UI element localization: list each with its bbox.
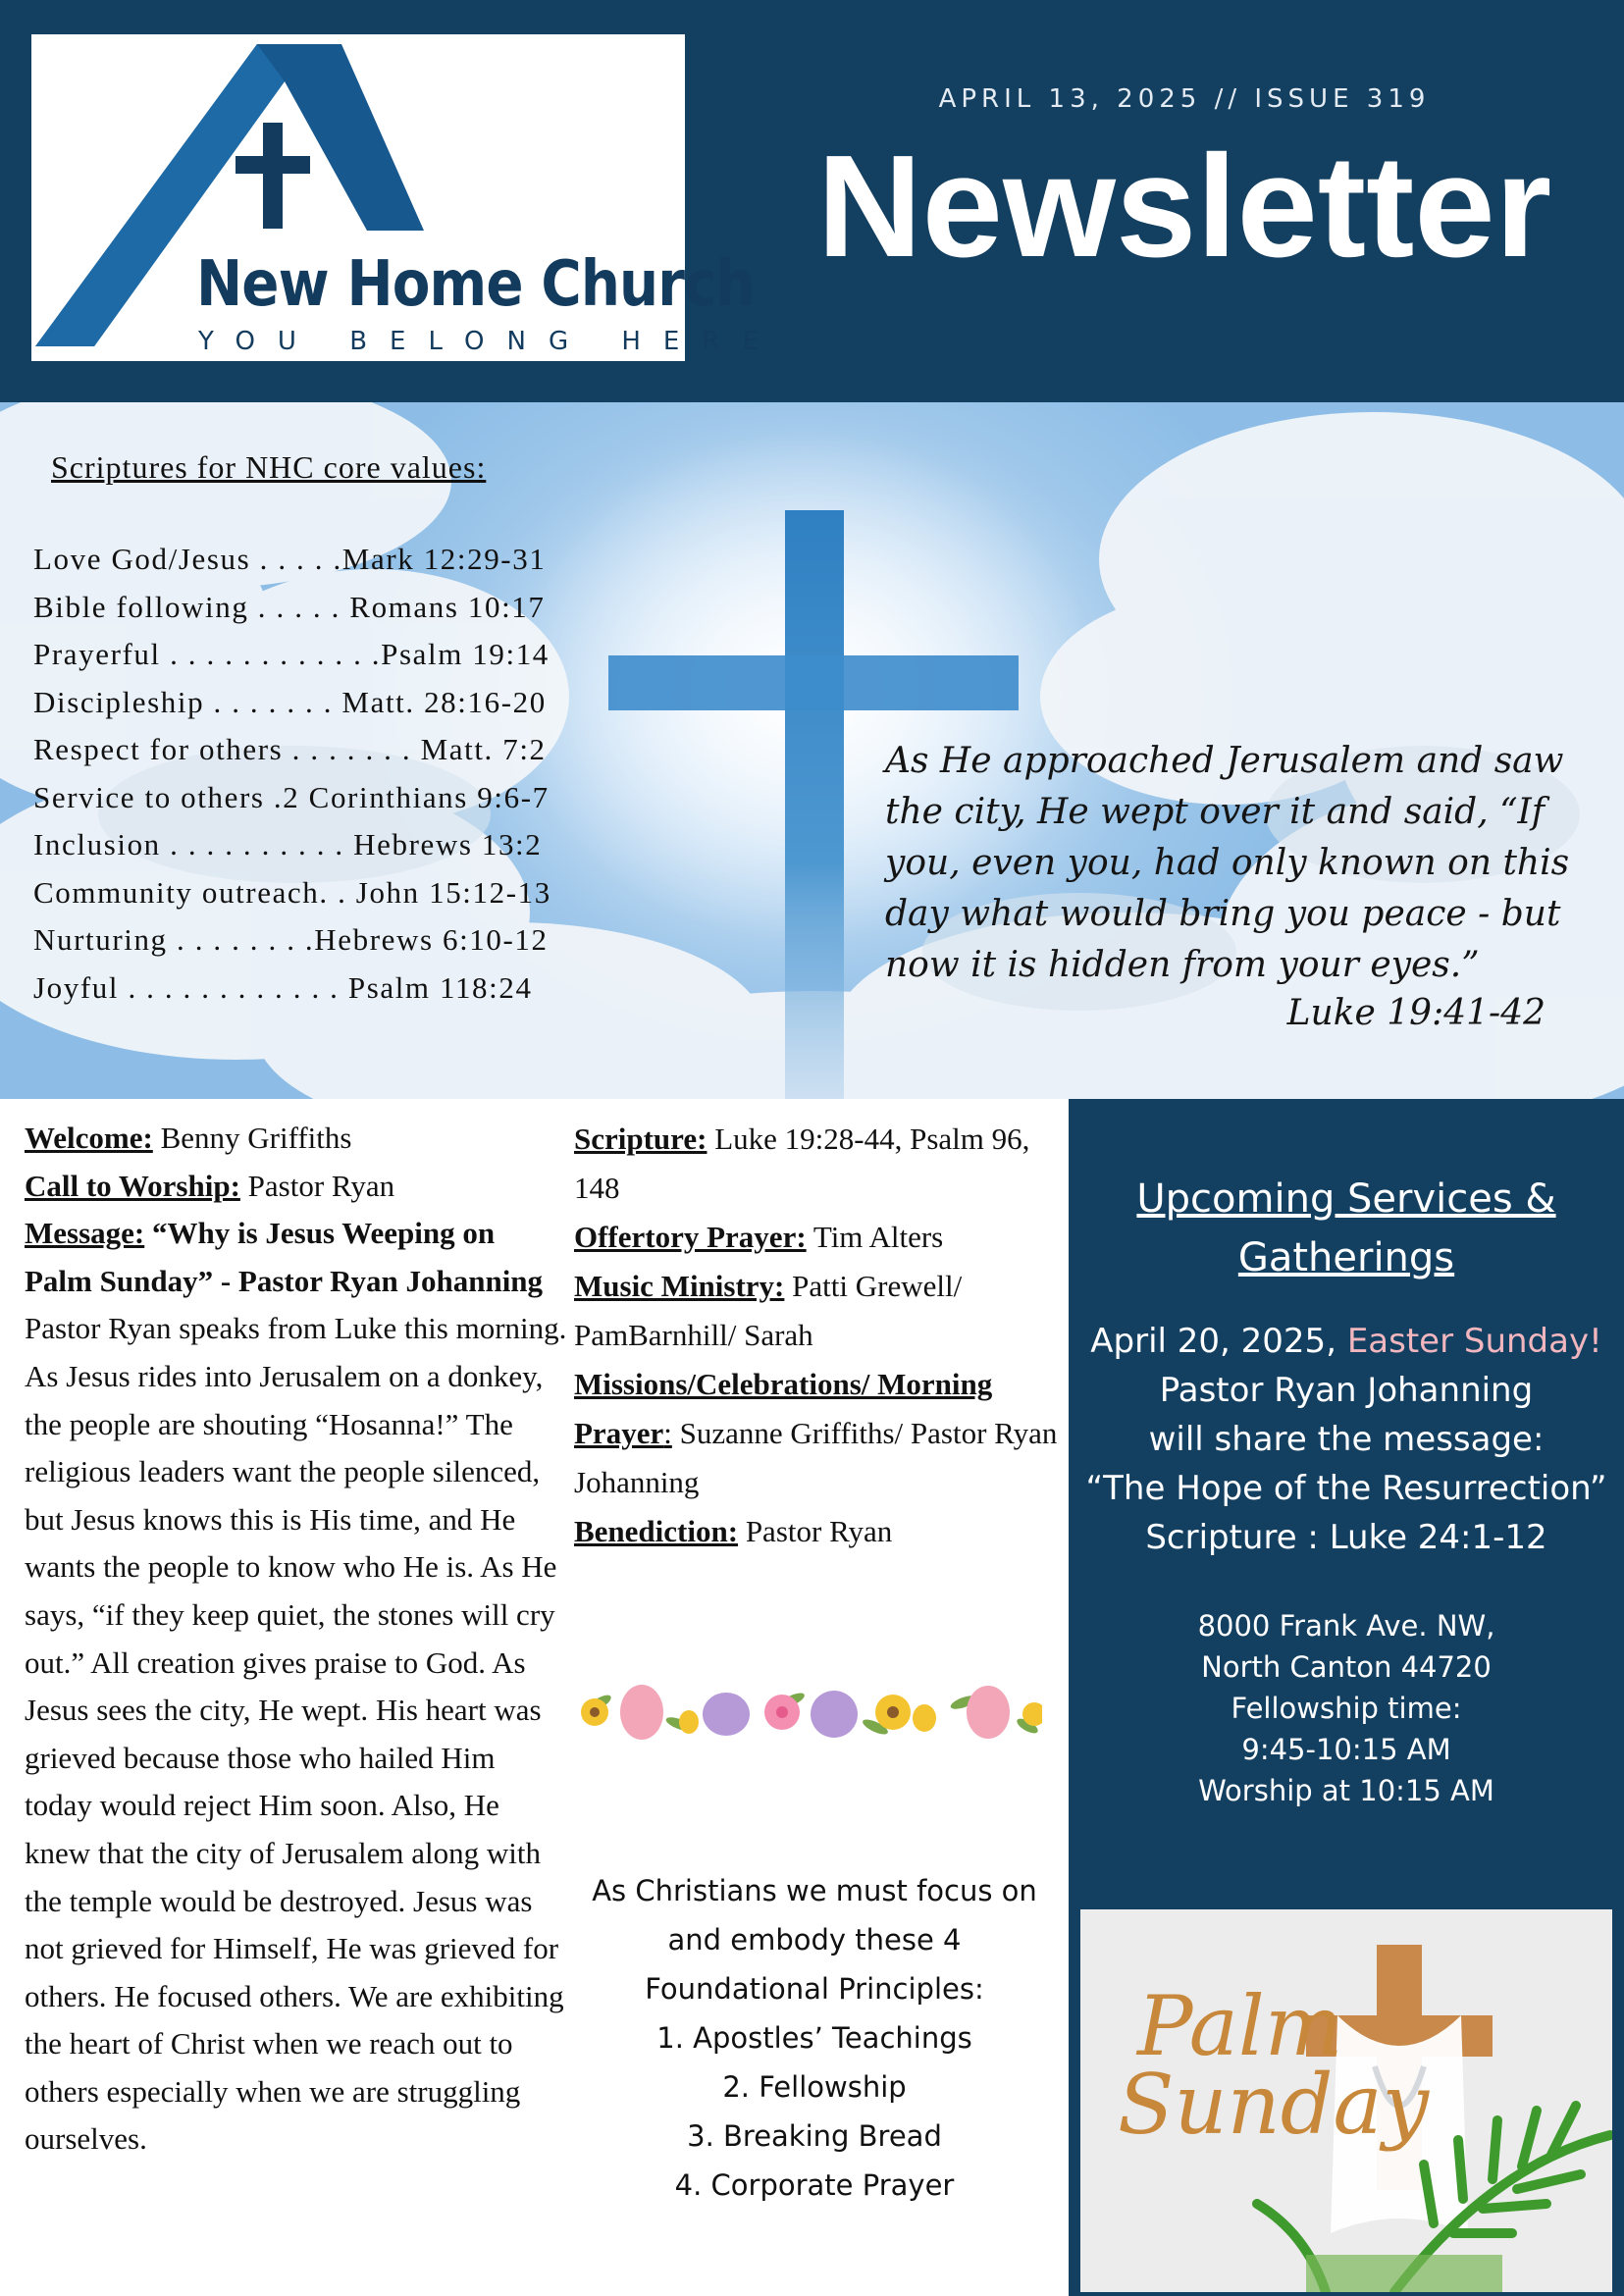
sky-cross-banner <box>0 402 1624 1099</box>
palm-sunday-image <box>1080 1909 1612 2292</box>
easter-egg-icon <box>620 1685 1010 1740</box>
address-line1: 8000 Frank Ave. NW, <box>1197 1609 1495 1643</box>
offertory-line <box>574 1213 1065 1262</box>
list-item: Joyful . . . . . . . . . . . . Psalm 118:24 <box>33 969 533 1005</box>
upcoming-services-panel <box>1069 1099 1624 2296</box>
church-address-times <box>1069 1605 1624 1811</box>
sky-cross-vertical <box>785 510 844 1099</box>
call-to-worship-label: Call to Worship: <box>25 1168 240 1203</box>
message-body: Pastor Ryan speaks from Luke this morning. As Jesus rides into Jerusalem on a donkey, the people are shouting “Hosanna!” The religious leaders want the people silenced, but Jesus knows this is His time, and He wants the people to know who He is. As He says, “if they keep quiet, the stones will cry out.” All creation gives praise to God. As Jesus sees the city, He wept. His heart was grieved because those who hailed Him today would reject Him soon. Also, He knew that the city of Jerusalem along with the temple would be destroyed. Jesus was not grieved for Himself, He was grieved for others. He focused others. We are exhibiting the heart of Christ when we reach out to others especially when we are struggling ourselves. <box>25 1311 567 2157</box>
scripture-line <box>574 1115 1065 1213</box>
fellowship-label: Fellowship time: <box>1231 1692 1462 1725</box>
list-item: 1. Apostles’ Teachings <box>656 2021 972 2055</box>
upcoming-title-line1: Upcoming Services & <box>1136 1176 1556 1222</box>
missions-label: Missions/Celebrations/ Morning Prayer <box>574 1367 993 1450</box>
easter-line3: will share the message: <box>1148 1420 1545 1459</box>
benediction-label: Benediction: <box>574 1514 739 1548</box>
service-roles-column <box>574 1115 1065 1556</box>
music-ministry-value: Patti Grewell/ PamBarnhill/ Sarah <box>574 1269 963 1352</box>
issue-date-line: APRIL 13, 2025 // ISSUE 319 <box>938 84 1431 114</box>
easter-message-title: “The Hope of the Resurrection” <box>1085 1469 1607 1508</box>
service-order-column <box>25 1115 569 2164</box>
newsletter-header <box>0 0 1624 402</box>
list-item: Community outreach. . John 15:12-13 <box>33 874 551 910</box>
bible-quote: As He approached Jerusalem and saw the city, He wept over it and said, “If you, even you, had only known on this day what would bring you peace - but now it is hidden from your eyes.” <box>885 741 1570 985</box>
message-label: Message: <box>25 1216 145 1251</box>
missions-value: Suzanne Griffiths/ Pastor Ryan Johanning <box>574 1416 1058 1499</box>
list-item: Prayerful . . . . . . . . . . . .Psalm 19:14 <box>33 637 550 671</box>
message-title: “Why is Jesus Weeping on Palm Sunday” - Pastor Ryan Johanning <box>25 1216 544 1298</box>
foundational-principles <box>579 1866 1050 2210</box>
easter-scripture: Scripture : Luke 24:1-12 <box>1145 1518 1547 1557</box>
list-item: Service to others .2 Corinthians 9:6-7 <box>33 779 550 814</box>
easter-date: April 20, 2025, <box>1090 1322 1336 1361</box>
benediction-value: Pastor Ryan <box>738 1514 893 1548</box>
fellowship-time: 9:45-10:15 AM <box>1241 1733 1451 1766</box>
easter-date-line <box>1069 1317 1624 1366</box>
welcome-line <box>25 1115 569 1163</box>
benediction-line <box>574 1507 1065 1556</box>
list-item: Nurturing . . . . . . . .Hebrews 6:10-12 <box>33 922 549 957</box>
scripture-label: Scripture: <box>574 1122 707 1156</box>
upcoming-title-line2: Gatherings <box>1237 1235 1455 1280</box>
list-item: Discipleship . . . . . . . Matt. 28:16-20 <box>33 684 547 719</box>
list-item: 2. Fellowship <box>722 2070 907 2104</box>
message-line <box>25 1210 569 1305</box>
cross-icon <box>263 123 283 229</box>
list-item: Inclusion . . . . . . . . . . Hebrews 13:2 <box>33 827 543 861</box>
sunday-word: Sunday <box>1118 2057 1430 2153</box>
worship-time: Worship at 10:15 AM <box>1198 1774 1494 1807</box>
list-item: Love God/Jesus . . . . .Mark 12:29-31 <box>33 542 547 576</box>
list-item: 4. Corporate Prayer <box>674 2168 955 2202</box>
church-logo <box>31 34 781 361</box>
missions-line <box>574 1360 1065 1507</box>
easter-egg-flower-strip <box>581 1673 1042 1751</box>
list-item: Bible following . . . . . Romans 10:17 <box>33 589 546 624</box>
easter-highlight: Easter Sunday! <box>1346 1322 1602 1361</box>
call-to-worship-line <box>25 1163 569 1211</box>
scripture-value: Luke 19:28-44, Psalm 96, 148 <box>574 1122 1030 1205</box>
list-item: 3. Breaking Bread <box>687 2119 942 2153</box>
church-name: New Home Church <box>196 248 755 321</box>
address-line2: North Canton 44720 <box>1201 1650 1492 1684</box>
newsletter-title: Newsletter <box>816 126 1552 287</box>
welcome-label: Welcome: <box>25 1121 153 1155</box>
palm-word: Palm <box>1137 1978 1343 2074</box>
principles-intro: As Christians we must focus on and embody these 4 Foundational Principles: <box>592 1874 1037 2006</box>
music-ministry-line <box>574 1262 1065 1360</box>
bible-quote-reference: Luke 19:41-42 <box>1286 993 1545 1033</box>
upcoming-title <box>1069 1170 1624 1287</box>
call-to-worship-value: Pastor Ryan <box>239 1168 395 1203</box>
welcome-value: Benny Griffiths <box>152 1121 352 1155</box>
church-tagline: YOU BELONG HERE <box>198 327 781 356</box>
sky-cross-horizontal <box>608 655 1019 710</box>
offertory-value: Tim Alters <box>806 1220 944 1254</box>
missions-colon: : <box>663 1416 672 1450</box>
scriptures-list <box>33 536 551 1012</box>
offertory-label: Offertory Prayer: <box>574 1220 807 1254</box>
music-ministry-label: Music Ministry: <box>574 1269 785 1303</box>
easter-announcement <box>1069 1317 1624 1562</box>
easter-speaker: Pastor Ryan Johanning <box>1159 1371 1534 1410</box>
scriptures-heading: Scriptures for NHC core values: <box>51 449 487 485</box>
list-item: Respect for others . . . . . . . Matt. 7:2 <box>33 732 547 766</box>
